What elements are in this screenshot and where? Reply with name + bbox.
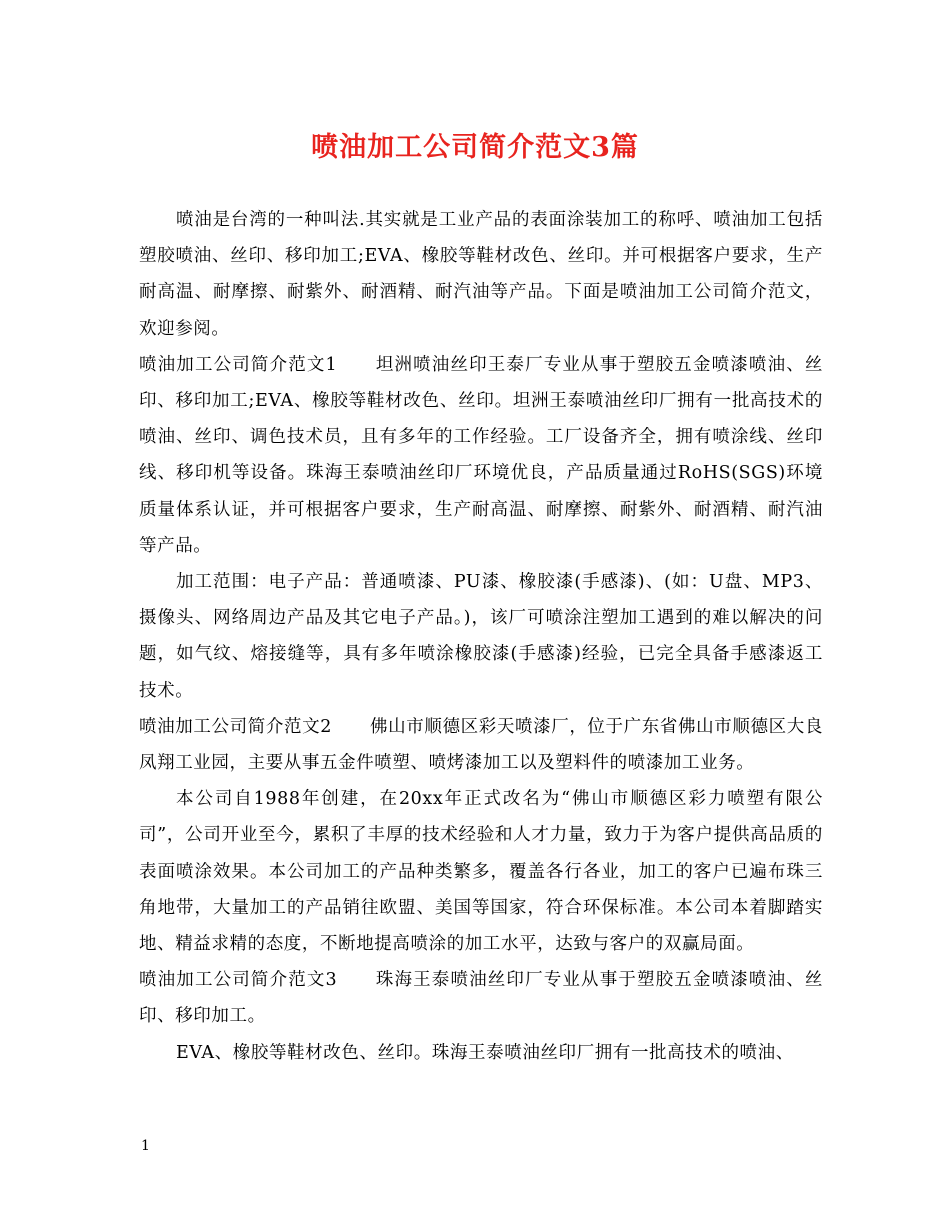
sample-1-label: 喷油加工公司简介范文1 <box>139 354 338 375</box>
sample-2-text: 佛山市顺德区彩天喷漆厂，位于广东省佛山市顺德区大良凤翔工业园，主要从事五金件喷塑、喷烤漆加工以及塑料件的喷漆加工业务。 <box>139 716 823 774</box>
sample-1-text: 坦洲喷油丝印王泰厂专业从事于塑胶五金喷漆喷油、丝印、移印加工;EVA、橡胶等鞋材改色、丝印。坦洲王泰喷油丝印厂拥有一批高技术的喷油、丝印、调色技术员，且有多年的工作经验。工厂设备齐全，拥有喷涂线、丝印线、移印机等设备。珠海王泰喷油丝印厂环境优良，产品质量通过RoHS(SGS)环境质量体系认证，并可根据客户要求，生产耐高温、耐摩擦、耐紫外、耐酒精、耐汽油等产品。 <box>139 354 823 556</box>
document-title: 喷油加工公司简介范文3篇 <box>311 132 639 163</box>
sample-1-scope-paragraph: 加工范围：电子产品：普通喷漆、PU漆、橡胶漆(手感漆)、(如：U盘、MP3、摄像头、网络周边产品及其它电子产品。)，该厂可喷涂注塑加工遇到的难以解决的问题，如气纹、熔接缝等，具有多年喷涂橡胶漆(手感漆)经验，已完全具备手感漆返工技术。 <box>139 572 823 701</box>
sample-3-more-paragraph: EVA、橡胶等鞋材改色、丝印。珠海王泰喷油丝印厂拥有一批高技术的喷油、 <box>176 1042 794 1063</box>
sample-1-paragraph <box>139 347 823 564</box>
intro-paragraph: 喷油是台湾的一种叫法.其实就是工业产品的表面涂装加工的称呼、喷油加工包括塑胶喷油、丝印、移印加工;EVA、橡胶等鞋材改色、丝印。并可根据客户要求，生产耐高温、耐摩擦、耐紫外、耐酒精、耐汽油等产品。下面是喷油加工公司简介范文，欢迎参阅。 <box>139 210 823 339</box>
sample-2-paragraph <box>139 709 823 781</box>
sample-2-history-paragraph: 本公司自1988年创建，在20xx年正式改名为“佛山市顺德区彩力喷塑有限公司”，公司开业至今，累积了丰厚的技术经验和人才力量，致力于为客户提供高品质的表面喷涂效果。本公司加工的产品种类繁多，覆盖各行各业，加工的客户已遍布珠三角地带，大量加工的产品销往欧盟、美国等国家，符合环保标准。本公司本着脚踏实地、精益求精的态度，不断地提高喷涂的加工水平，达致与客户的双赢局面。 <box>139 789 823 955</box>
document-body <box>139 202 823 1071</box>
sample-3-text: 珠海王泰喷油丝印厂专业从事于塑胶五金喷漆喷油、丝印、移印加工。 <box>139 970 823 1027</box>
sample-2-label: 喷油加工公司简介范文2 <box>139 716 332 737</box>
sample-3-paragraph <box>139 962 823 1034</box>
sample-3-label: 喷油加工公司简介范文3 <box>139 970 338 991</box>
page-number: 1 <box>141 1138 150 1154</box>
